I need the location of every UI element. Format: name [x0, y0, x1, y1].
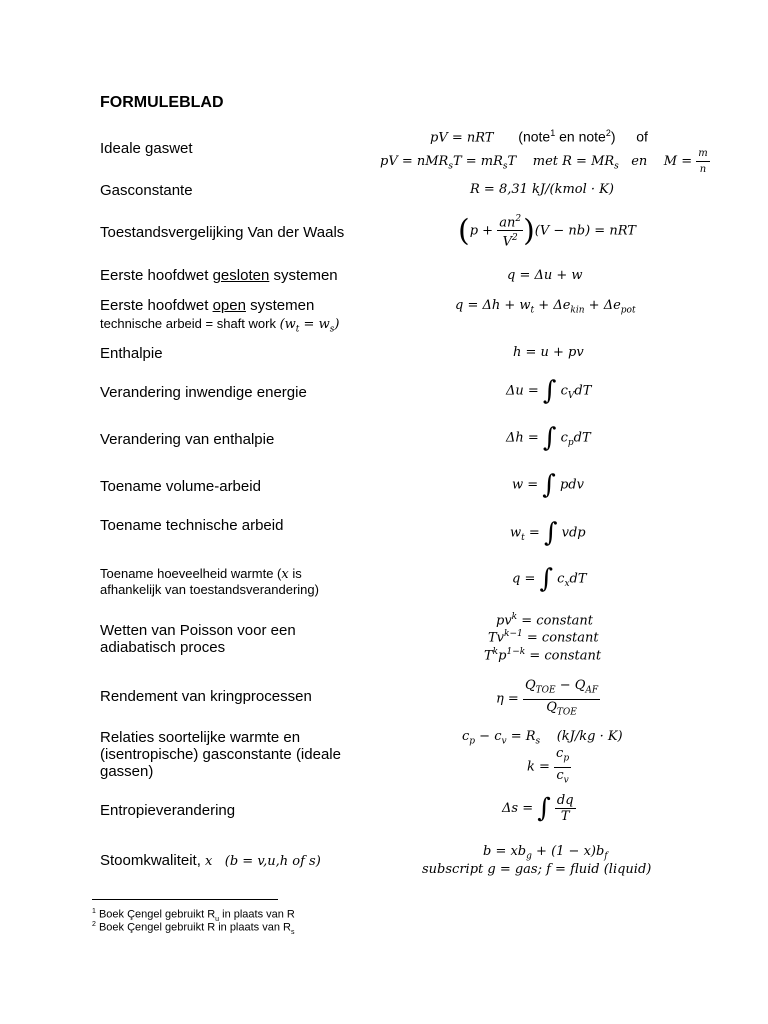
label-technische-arbeid: technische arbeid = shaft work $(w_t = w_s)$ [100, 316, 340, 335]
formula-poisson-2: $Tv^{k-1}$ = constant [488, 629, 599, 646]
formula-enthalpie: h = u + pv [513, 345, 584, 360]
footnote-2: $^2$ Boek Çengel gebruikt R in plaats van $R_s$ [92, 921, 295, 936]
formula-relaties-1: $c_p - c_v = R_s$ (kJ/kg · K) [462, 729, 623, 747]
label-rendement: Rendement van kringprocessen [100, 688, 312, 705]
formula-eerste-hoofdwet-open: $q = \Delta h + w_t + \Delta e_{kin} + \Delta e_{pot}$ [455, 298, 636, 316]
formula-verandering-enthalpie: Δh = ∫ $c_pdT$ [506, 423, 591, 453]
label-eerste-hoofdwet-gesloten: Eerste hoofdwet gesloten systemen [100, 267, 338, 284]
formula-poisson-1: $pv^k$ = constant [496, 612, 594, 629]
label-entropie: Entropieverandering [100, 802, 236, 819]
formula-entropie: Δs = ∫ $\frac{dq}{T}$ [502, 793, 574, 824]
page-title: FORMULEBLAD [100, 94, 224, 111]
formula-stoomkwaliteit-1: $b = xb_g + (1 - x)b_f$ [483, 844, 608, 862]
label-gasconstante: Gasconstante [100, 182, 193, 199]
label-technische-arbeid-toename: Toename technische arbeid [100, 517, 284, 534]
formula-rendement: η = $\frac{Q_{TOE} - Q_{AF}}{Q_{TOE}}$ [496, 678, 599, 718]
formula-ideale-gaswet-1: pV = nRT (note$^1$ en note$^2$) of [430, 128, 648, 146]
label-warmte: Toename hoeveelheid warmte (x is afhankelijk van toestandsverandering) [100, 566, 319, 597]
label-ideale-gaswet: Ideale gaswet [100, 140, 193, 157]
label-poisson: Wetten van Poisson voor een adiabatisch proces [100, 622, 296, 656]
label-volume-arbeid: Toename volume-arbeid [100, 478, 261, 495]
formula-ideale-gaswet-2: pV = $nMR_sT = mR_sT$ met $R = MR_s$ en M = $\frac{m}{n}$ [380, 148, 708, 175]
formula-inwendige-energie: Δu = ∫ $c_VdT$ [506, 376, 592, 406]
label-stoomkwaliteit: Stoomkwaliteit, x (b = v,u,h of s) [100, 852, 321, 869]
formula-technische-arbeid: $w_t$ = ∫ vdp [510, 518, 586, 548]
formula-relaties-2: k = $\frac{c_p}{c_v}$ [527, 746, 570, 786]
formula-volume-arbeid: w = ∫ pdv [512, 470, 584, 500]
formula-eerste-hoofdwet-gesloten: q = Δu + w [507, 268, 583, 283]
formula-stoomkwaliteit-2: subscript g = gas; f = fluid (liquid) [422, 862, 652, 877]
label-inwendige-energie: Verandering inwendige energie [100, 384, 307, 401]
formula-van-der-waals: (p + $\frac{an^2}{V^2}$ )(V − nb) = nRT [458, 213, 636, 250]
label-verandering-enthalpie: Verandering van enthalpie [100, 431, 275, 448]
formula-poisson-3: $T^kp^{1-k}$ = constant [484, 647, 602, 664]
formula-warmte: q = ∫ $c_xdT$ [512, 564, 587, 594]
footnote-separator [92, 899, 278, 900]
label-van-der-waals: Toestandsvergelijking Van der Waals [100, 224, 345, 241]
label-relaties: Relaties soortelijke warmte en (isentropische) gasconstante (ideale gassen) [100, 729, 341, 780]
label-eerste-hoofdwet-open: Eerste hoofdwet open systemen [100, 297, 315, 314]
footnote-1: $^1$ Boek Çengel gebruikt $R_u$ in plaats van R [92, 908, 295, 923]
label-enthalpie: Enthalpie [100, 345, 163, 362]
formula-gasconstante: R = 8,31 kJ/(kmol · K) [470, 182, 614, 197]
